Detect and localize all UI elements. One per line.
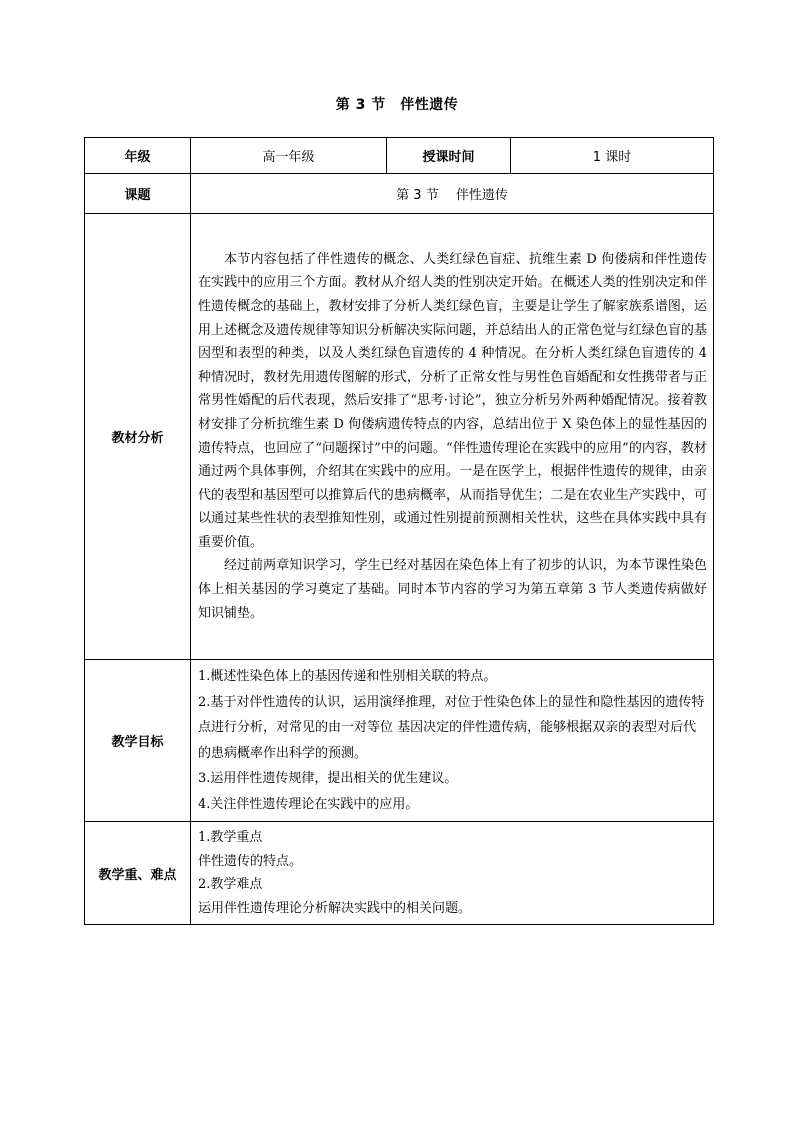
header-row	[85, 138, 714, 174]
topic-label: 课题	[85, 174, 191, 214]
key-points-row	[85, 822, 714, 925]
page-title: 第 3 节 伴性遗传	[335, 97, 459, 113]
analysis-row	[85, 214, 714, 660]
grade-value: 高一年级	[191, 138, 387, 174]
analysis-content	[191, 214, 714, 660]
grade-label: 年级	[85, 138, 191, 174]
key-points-label: 教学重、难点	[85, 822, 191, 925]
key-point-heading: 1.教学重点	[198, 830, 263, 845]
class-time-label: 授课时间	[387, 138, 511, 174]
class-time-value: 1 课时	[511, 138, 714, 174]
objective-item: 1.概述性染色体上的基因传递和性别相关联的特点。	[198, 669, 497, 684]
objective-item: 3.运用伴性遗传规律，提出相关的优生建议。	[198, 771, 458, 786]
objective-item: 4.关注伴性遗传理论在实践中的应用。	[198, 796, 419, 812]
objectives-label: 教学目标	[85, 660, 191, 822]
lesson-plan-table	[84, 137, 714, 925]
analysis-paragraph: 本节内容包括了伴性遗传的概念、人类红绿色盲症、抗维生素 D 佝偻病和伴性遗传在实践中的应用三个方面。教材从介绍人类的性别决定开始。在概述人类的性别决定和伴性遗传概念的基础上，教材安排了分析人类红绿色盲，主要是让学生了解家族系谱图，运用上述概念及遗传规律等知识分析解决实际问题，并总结出人的正常色觉与红绿色盲的基因型和表型的种类，以及人类红绿色盲遗传的 4 种情况。在分析人类红绿色盲遗传的 4 种情况时，教材先用遗传图解的形式，分析了正常女性与男性色盲婚配和女性携带者与正常男性婚配的后代表现，然后安排了“思考·讨论”，独立分析另外两种婚配情况。接着教材安排了分析抗维生素 D 佝偻病遗传特点的内容，总结出位于 X 染色体上的显性基因的遗传特点，也回应了“问题探讨”中的问题。“伴性遗传理论在实践中的应用”的内容，教材通过两个具体事例，介绍其在实践中的应用。一是在医学上，根据伴性遗传的规律，由亲代的表型和基因型可以推算后代的患病概率，从而指导优生；二是在农业生产实践中，可以通过某些性状的表型推知性别，或通过性别提前预测相关性状，这些在具体实践中具有重要价值。	[198, 251, 707, 550]
topic-value: 第 3 节 伴性遗传	[191, 174, 714, 214]
difficulty-heading: 2.教学难点	[198, 877, 263, 893]
analysis-label: 教材分析	[85, 214, 191, 660]
key-point-text: 伴性遗传的特点。	[198, 853, 303, 869]
difficulty-text: 运用伴性遗传理论分析解决实践中的相关问题。	[198, 900, 472, 916]
objective-item: 2.基于对伴性遗传的认识，运用演绎推理，对位于性染色体上的显性和隐性基因的遗传特点进行分析，对常见的由一对等位 基因决定的伴性遗传病，能够根据双亲的表型对后代的患病概率作出科学的预测。	[198, 694, 705, 761]
objectives-row	[85, 660, 714, 822]
objectives-content	[191, 660, 714, 822]
topic-row	[85, 174, 714, 214]
key-points-content	[191, 822, 714, 925]
analysis-paragraph: 经过前两章知识学习，学生已经对基因在染色体上有了初步的认识，为本节课性染色体上相关基因的学习奠定了基础。同时本节内容的学习为第五章第 3 节人类遗传病做好知识铺垫。	[198, 558, 707, 621]
